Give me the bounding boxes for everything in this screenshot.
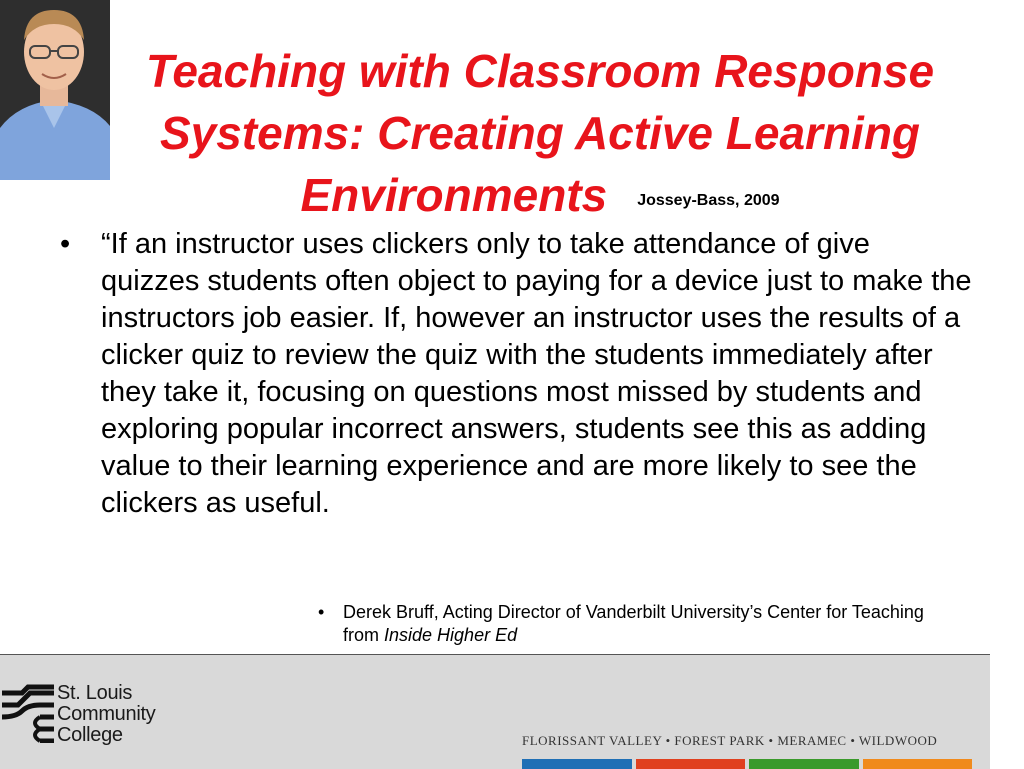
attribution-source: Inside Higher Ed (384, 625, 518, 645)
title-text: Teaching with Classroom Response Systems: Creating Active Learning Environments (145, 45, 935, 221)
attribution-list (318, 601, 958, 647)
quote-text: “If an instructor uses clickers only to take attendance of give quizzes students often object to paying for a device just to make the instructors job easier. If, however an instructor uses the results of a clicker quiz to review the quiz with the students immediately after they take it, focusing on questions most missed by students and exploring popular incorrect answers, students see this as adding value to their learning experience and are more likely to see the clickers as useful. (101, 228, 972, 519)
footer-band (0, 654, 990, 769)
quote-list (60, 226, 975, 522)
attribution-item (318, 601, 958, 647)
campus-list: FLORISSANT VALLEY • FOREST PARK • MERAMEC • WILDWOOD (522, 733, 938, 748)
quote-bullet: • (60, 228, 71, 260)
quote-item (60, 226, 975, 522)
title-citation: Jossey-Bass, 2009 (637, 192, 780, 209)
college-name-line-2: Community (57, 703, 156, 725)
attribution-text: Derek Bruff, Acting Director of Vanderbilt University’s Center for Teaching from (343, 602, 924, 645)
person-portrait-icon (0, 0, 110, 180)
speaker-photo (0, 0, 110, 180)
attribution-bullet: • (318, 602, 325, 622)
slide-title (120, 40, 960, 226)
college-name-line-1: St. Louis (57, 682, 133, 704)
college-name-line-3: College (57, 724, 123, 746)
college-name (57, 683, 155, 746)
college-logo (0, 683, 200, 753)
college-logo-icon (0, 683, 56, 743)
